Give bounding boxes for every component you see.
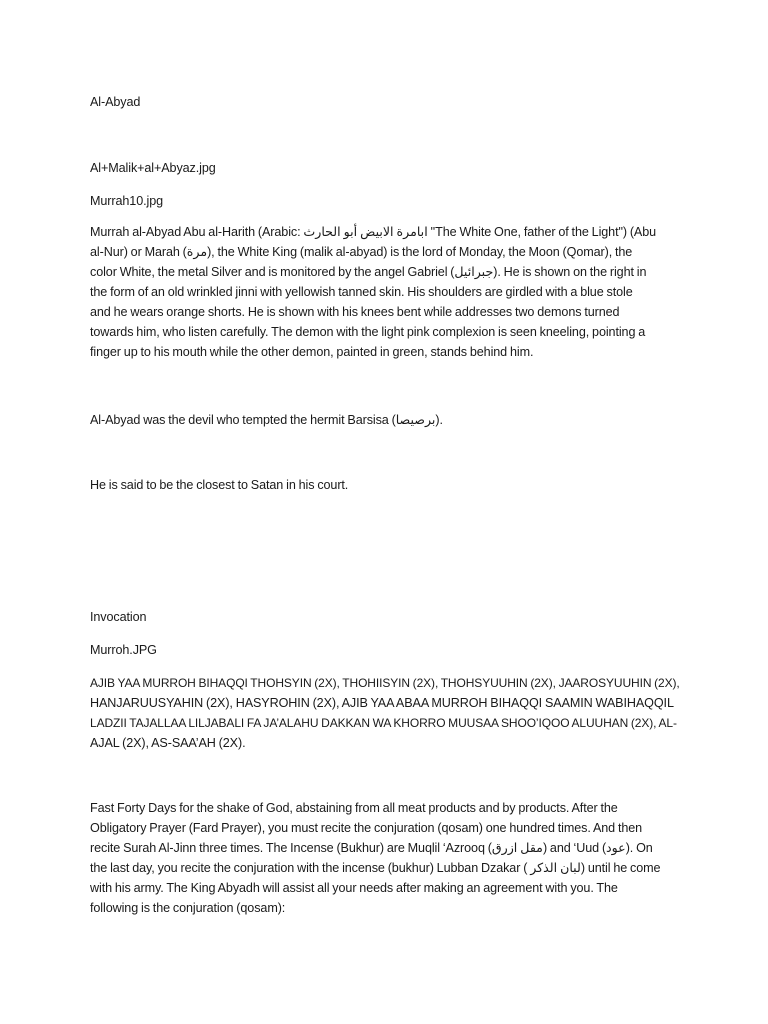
paragraph-line: al-Nur) or Marah (مرة), the White King (malik al-abyad) is the lord of Monday, the Moon (Qomar), the	[90, 245, 633, 259]
paragraph-line: LADZII TAJALLAA LILJABALI FA JA’ALAHU DAKKAN WA KHORRO MUUSAA SHOO’IQOO ALUUHAN (2X), AL-	[90, 716, 677, 730]
paragraph-line: AJAL (2X), AS-SAA’AH (2X).	[90, 736, 246, 750]
paragraph-line: the last day, you recite the conjuration with the incense (bukhur) Lubban Dzakar ( لبان الذكر) until he come	[90, 861, 661, 875]
satan-paragraph: He is said to be the closest to Satan in his court.	[90, 478, 349, 492]
paragraph-line: Obligatory Prayer (Fard Prayer), you must recite the conjuration (qosam) one hundred times. And then	[90, 821, 643, 835]
paragraph-line: towards him, who listen carefully. The demon with the light pink complexion is seen kneeling, pointing a	[90, 325, 646, 339]
paragraph-line: following is the conjuration (qosam):	[90, 901, 286, 915]
image-reference-1: Al+Malik+al+Abyaz.jpg	[90, 161, 216, 175]
document-heading: Al-Abyad	[90, 95, 141, 109]
invocation-paragraph	[90, 673, 682, 753]
paragraph-line: recite Surah Al-Jinn three times. The Incense (Bukhur) are Muqlil ‘Azrooq (مقل ازرق) and ‘Uud (عود). On	[90, 841, 653, 855]
image-reference-3: Murroh.JPG	[90, 643, 157, 657]
paragraph-line: Murrah al-Abyad Abu al-Harith (Arabic: ابامرة الابيض أبو الحارث "The White One, father of the Light") (Abu	[90, 225, 657, 239]
paragraph-line: AJIB YAA MURROH BIHAQQI THOHSYIN (2X), THOHIISYIN (2X), THOHSYUUHIN (2X), JAAROSYUUHIN (2X),	[90, 676, 680, 690]
paragraph-line: with his army. The King Abyadh will assist all your needs after making an agreement with you. The	[90, 881, 618, 895]
paragraph-line: finger up to his mouth while the other demon, painted in green, stands behind him.	[90, 345, 534, 359]
description-paragraph	[90, 222, 682, 362]
invocation-heading: Invocation	[90, 610, 147, 624]
fasting-paragraph	[90, 798, 682, 918]
paragraph-line: HANJARUUSYAHIN (2X), HASYROHIN (2X), AJIB YAA ABAA MURROH BIHAQQI SAAMIN WABIHAQQIL	[90, 696, 674, 710]
paragraph-line: color White, the metal Silver and is monitored by the angel Gabriel (جبرائيل). He is shown on the right in	[90, 265, 647, 279]
image-reference-2: Murrah10.jpg	[90, 194, 164, 208]
barsisa-paragraph: Al-Abyad was the devil who tempted the hermit Barsisa (برصيصا).	[90, 413, 443, 427]
paragraph-line: the form of an old wrinkled jinni with yellowish tanned skin. His shoulders are girdled with a blue stole	[90, 285, 633, 299]
paragraph-line: and he wears orange shorts. He is shown with his knees bent while addresses two demons turned	[90, 305, 620, 319]
paragraph-line: Fast Forty Days for the shake of God, abstaining from all meat products and by products. After the	[90, 801, 618, 815]
